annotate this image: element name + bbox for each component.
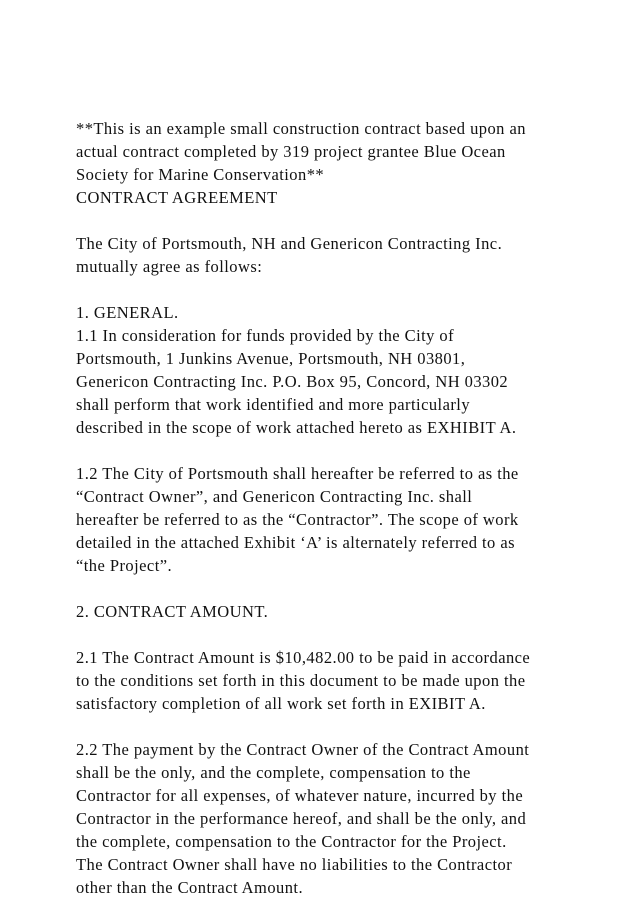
document-line: the complete, compensation to the Contractor for the Project.	[76, 832, 507, 851]
document-line: 1.2 The City of Portsmouth shall hereafter be referred to as the	[76, 464, 519, 483]
document-line: Portsmouth, 1 Junkins Avenue, Portsmouth, NH 03801,	[76, 349, 466, 368]
document-line: 2.1 The Contract Amount is $10,482.00 to be paid in accordance	[76, 648, 531, 667]
blank-line	[76, 577, 616, 600]
blank-line	[76, 623, 616, 646]
document-line: “the Project”.	[76, 556, 173, 575]
document-line: Contractor in the performance hereof, and shall be the only, and	[76, 809, 527, 828]
document-line: **This is an example small construction contract based upon an	[76, 119, 526, 138]
blank-line	[76, 715, 616, 738]
document-line: The Contract Owner shall have no liabilities to the Contractor	[76, 855, 513, 874]
section-heading: CONTRACT AGREEMENT	[76, 188, 278, 207]
document-line: mutually agree as follows:	[76, 257, 263, 276]
document-line: other than the Contract Amount.	[76, 878, 304, 897]
document-line: Contractor for all expenses, of whatever nature, incurred by the	[76, 786, 524, 805]
section-heading: 1. GENERAL.	[76, 303, 179, 322]
document-line: The City of Portsmouth, NH and Genericon Contracting Inc.	[76, 234, 503, 253]
document-line: hereafter be referred to as the “Contractor”. The scope of work	[76, 510, 519, 529]
document-line: satisfactory completion of all work set forth in EXIBIT A.	[76, 694, 486, 713]
document-line: 2.2 The payment by the Contract Owner of the Contract Amount	[76, 740, 530, 759]
document-line: detailed in the attached Exhibit ‘A’ is alternately referred to as	[76, 533, 515, 552]
document-line: actual contract completed by 319 project grantee Blue Ocean	[76, 142, 506, 161]
blank-line	[76, 439, 616, 462]
document-body	[76, 117, 616, 899]
document-line: to the conditions set forth in this document to be made upon the	[76, 671, 526, 690]
document-line: “Contract Owner”, and Genericon Contracting Inc. shall	[76, 487, 473, 506]
document-line: shall be the only, and the complete, compensation to the	[76, 763, 471, 782]
section-heading: 2. CONTRACT AMOUNT.	[76, 602, 269, 621]
blank-line	[76, 209, 616, 232]
blank-line	[76, 278, 616, 301]
document-line: Society for Marine Conservation**	[76, 165, 325, 184]
document-line: shall perform that work identified and more particularly	[76, 395, 471, 414]
document-line: Genericon Contracting Inc. P.O. Box 95, Concord, NH 03302	[76, 372, 509, 391]
document-line: 1.1 In consideration for funds provided by the City of	[76, 326, 455, 345]
document-line: described in the scope of work attached hereto as EXHIBIT A.	[76, 418, 517, 437]
